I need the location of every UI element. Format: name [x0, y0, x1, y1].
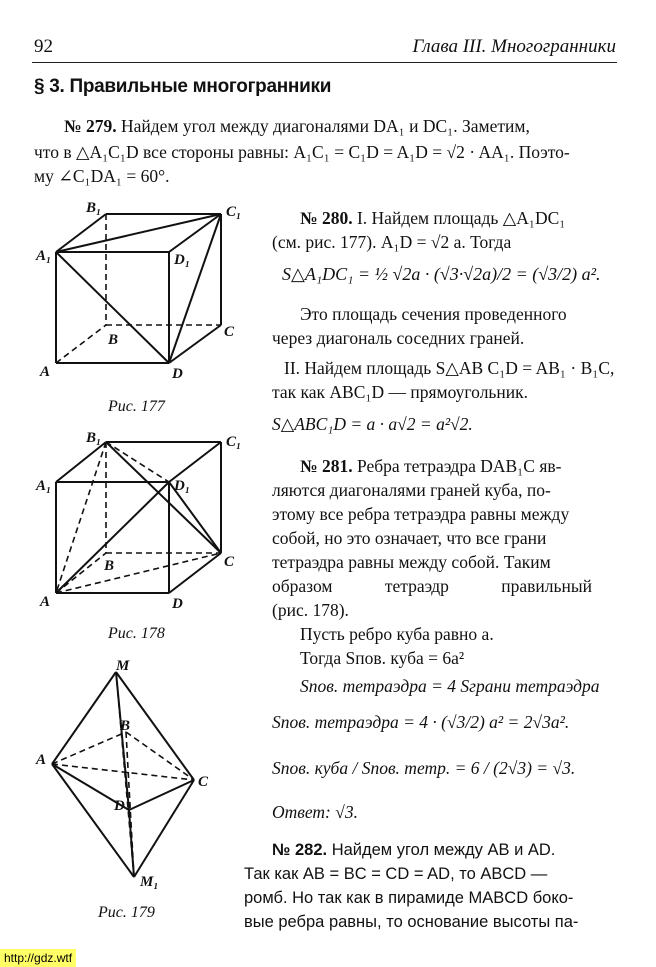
problem-280-line6: так как ABC₁D — прямоугольник.: [272, 382, 529, 402]
fig177-label-b1: B₁: [86, 200, 102, 216]
fig178-label-b1: B₁: [86, 430, 102, 446]
problem-281-line6: образом тетраэдр правильный: [272, 576, 592, 596]
problem-281-formula1: Sпов. тетраэдра = 4 Sграни тетраэдра: [300, 676, 600, 696]
fig179-label-b: B: [120, 718, 131, 734]
page-number: 92: [34, 36, 53, 57]
problem-282: [244, 838, 624, 934]
problem-282-line1: Найдем угол между AB и AD.: [331, 841, 556, 859]
problem-282-line3: ромб. Но так как в пирамиде MABCD боко-: [244, 889, 574, 907]
section-title: § 3. Правильные многогранники: [34, 76, 332, 97]
problem-279-label: № 279.: [64, 116, 117, 136]
problem-281-line9: Тогда Sпов. куба = 6a²: [300, 648, 465, 668]
problem-282-line2: Так как AB = BC = CD = AD, то ABCD —: [244, 865, 548, 883]
fig178-label-c: C: [224, 554, 235, 570]
fig179-label-a: A: [36, 752, 47, 768]
fig179-label-m1: M₁: [140, 874, 159, 890]
fig177-label-c1: C₁: [226, 204, 242, 220]
problem-280: [272, 206, 622, 436]
problem-279-line3: му ∠C₁DA₁ = 60°.: [34, 166, 170, 186]
figure-179: [34, 652, 224, 902]
problem-281: [272, 454, 617, 824]
problem-280-label: № 280.: [300, 208, 353, 228]
problem-279-line1: Найдем угол между диагоналями DA₁ и DC₁. Заметим,: [120, 116, 530, 136]
fig177-label-a1: A₁: [36, 248, 52, 264]
fig178-label-a: A: [40, 594, 51, 610]
problem-280-line3: Это площадь сечения проведенного: [300, 304, 567, 324]
problem-281-line4: собой, но это означает, что все грани: [272, 528, 547, 548]
chapter-title: Глава III. Многогранники: [412, 36, 616, 57]
figure-178-caption: Рис. 178: [108, 625, 165, 642]
figure-179-caption: Рис. 179: [98, 904, 155, 921]
fig177-label-c: C: [224, 324, 235, 340]
problem-281-line1: Ребра тетраэдра DAB₁C яв-: [356, 456, 562, 476]
figure-177: [34, 200, 244, 390]
problem-281-line3: этому все ребра тетраэдра равны между: [272, 504, 570, 524]
fig177-label-a: A: [40, 364, 51, 380]
fig179-label-m: M: [116, 658, 130, 674]
problem-279-line2: что в △A₁C₁D все стороны равны: A₁C₁ = C₁D = A₁D = √2 · AA₁. Поэто-: [34, 142, 570, 162]
fig178-label-d1: D₁: [174, 478, 191, 494]
problem-280-line1: I. Найдем площадь △A₁DC₁: [356, 208, 566, 228]
problem-281-line7: (рис. 178).: [272, 600, 349, 620]
fig177-label-d1: D₁: [174, 252, 191, 268]
figure-177-caption: Рис. 177: [108, 398, 165, 415]
header-rule: [32, 62, 617, 63]
problem-281-label: № 281.: [300, 456, 353, 476]
fig177-label-b: B: [108, 332, 119, 348]
problem-280-line4: через диагональ соседних граней.: [272, 328, 525, 348]
fig178-label-a1: A₁: [36, 478, 52, 494]
fig179-label-d: D: [114, 798, 125, 814]
problem-281-line5: тетраэдра равны между собой. Таким: [272, 552, 551, 572]
problem-281-formula2: Sпов. тетраэдра = 4 · (√3/2) a² = 2√3a².: [272, 712, 570, 732]
problem-281-answer: Ответ: √3.: [272, 802, 358, 822]
fig178-label-c1: C₁: [226, 434, 242, 450]
problem-282-label: № 282.: [272, 841, 328, 859]
problem-280-formula2: S△ABC₁D = a · a√2 = a²√2.: [272, 414, 473, 434]
problem-280-line5: II. Найдем площадь S△AB C₁D = AB₁ · B₁C,: [284, 358, 615, 378]
problem-279: [64, 114, 624, 138]
problem-280-formula1: S△A₁DC₁ = ½ √2a · (√3·√2a)/2 = (√3/2) a².: [282, 264, 601, 284]
problem-281-line8: Пусть ребро куба равно a.: [300, 624, 494, 644]
watermark-link[interactable]: http://gdz.wtf: [0, 949, 76, 967]
fig179-label-c: C: [198, 774, 209, 790]
problem-281-line2: ляются диагоналями граней куба, по-: [272, 480, 551, 500]
figure-178: [34, 428, 244, 618]
problem-282-line4: вые ребра равны, то основание высоты па-: [244, 913, 579, 931]
problem-280-line2: (см. рис. 177). A₁D = √2 a. Тогда: [272, 232, 512, 252]
fig178-label-d: D: [172, 596, 183, 612]
fig178-label-b: B: [104, 558, 115, 574]
problem-281-formula3: Sпов. куба / Sпов. тетр. = 6 / (2√3) = √3.: [272, 758, 576, 778]
fig177-label-d: D: [172, 366, 183, 382]
